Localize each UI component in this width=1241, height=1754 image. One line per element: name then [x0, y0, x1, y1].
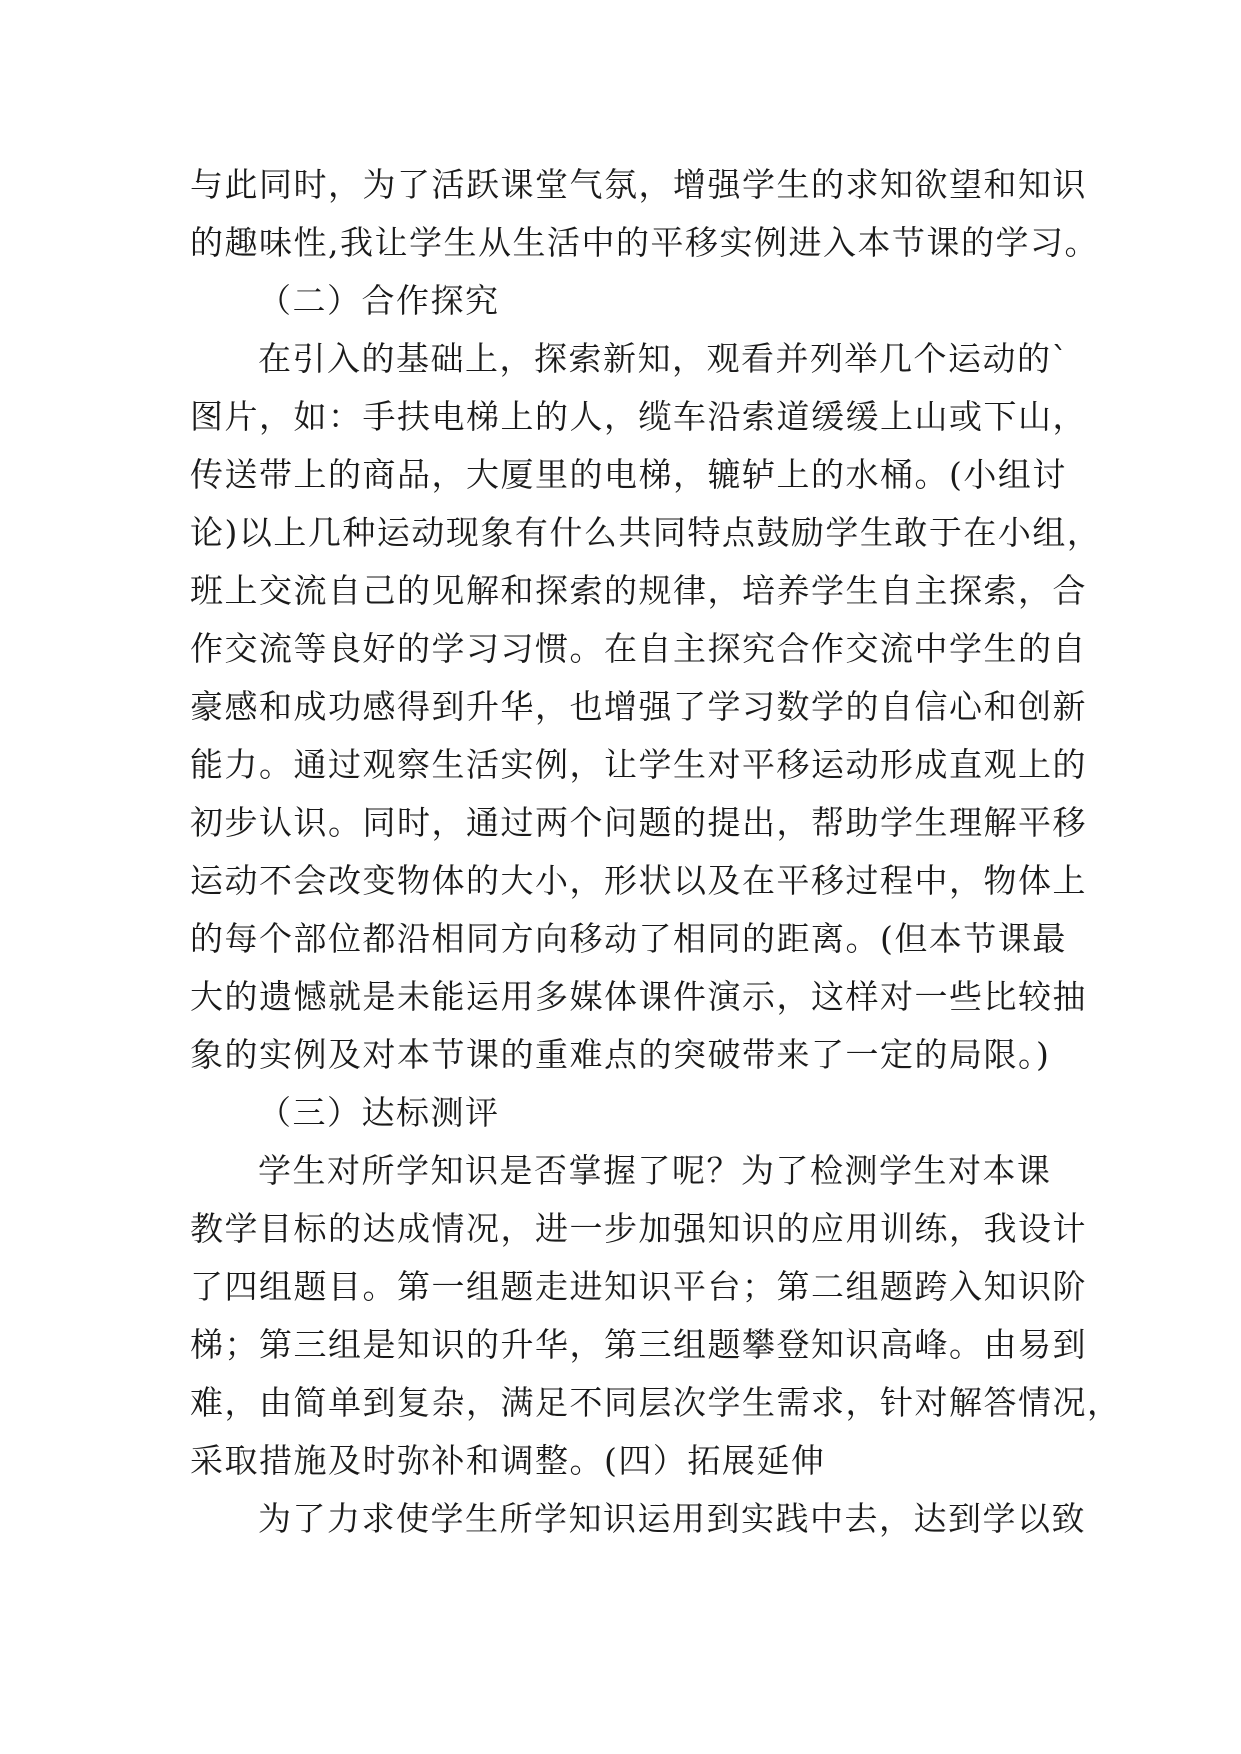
text-line: 象的实例及对本节课的重难点的突破带来了一定的局限。)	[190, 1035, 1051, 1074]
text-line: 大的遗憾就是未能运用多媒体课件演示，这样对一些比较抽	[190, 977, 1087, 1016]
text-line: 采取措施及时弥补和调整。(四）拓展延伸	[190, 1441, 826, 1480]
text-line: 在引入的基础上，探索新知，观看并列举几个运动的`	[258, 339, 1070, 378]
text-line: 了四组题目。第一组题走进知识平台；第二组题跨入知识阶	[190, 1267, 1087, 1306]
text-line: 班上交流自己的见解和探索的规律，培养学生自主探索，合	[190, 571, 1087, 610]
text-line: 梯；第三组是知识的升华，第三组题攀登知识高峰。由易到	[190, 1325, 1087, 1364]
text-line: 的趣味性,我让学生从生活中的平移实例进入本节课的学习。	[190, 223, 1099, 262]
text-line: 作交流等良好的学习习惯。在自主探究合作交流中学生的自	[190, 629, 1087, 668]
section-heading-cooperative-inquiry: （二）合作探究	[258, 281, 500, 320]
body-text	[190, 156, 1122, 1548]
text-line: 豪感和成功感得到升华，也增强了学习数学的自信心和创新	[190, 687, 1087, 726]
text-line: 的每个部位都沿相同方向移动了相同的距离。(但本节课最	[190, 919, 1067, 958]
text-line: 学生对所学知识是否掌握了呢？为了检测学生对本课	[258, 1151, 1052, 1190]
text-line: 论)以上几种运动现象有什么共同特点鼓励学生敢于在小组，	[190, 513, 1102, 552]
text-line: 运动不会改变物体的大小，形状以及在平移过程中，物体上	[190, 861, 1087, 900]
text-line: 为了力求使学生所学知识运用到实践中去，达到学以致	[258, 1499, 1086, 1538]
text-line: 与此同时，为了活跃课堂气氛，增强学生的求知欲望和知识	[190, 165, 1087, 204]
section-heading-assessment: （三）达标测评	[258, 1093, 500, 1132]
text-line: 图片，如：手扶电梯上的人，缆车沿索道缓缓上山或下山，	[190, 397, 1087, 436]
text-line: 教学目标的达成情况，进一步加强知识的应用训练，我设计	[190, 1209, 1087, 1248]
text-line: 难，由简单到复杂，满足不同层次学生需求，针对解答情况，	[190, 1383, 1122, 1422]
text-line: 传送带上的商品，大厦里的电梯，辘轳上的水桶。(小组讨	[190, 455, 1067, 494]
text-line: 能力。通过观察生活实例，让学生对平移运动形成直观上的	[190, 745, 1087, 784]
text-line: 初步认识。同时，通过两个问题的提出，帮助学生理解平移	[190, 803, 1087, 842]
